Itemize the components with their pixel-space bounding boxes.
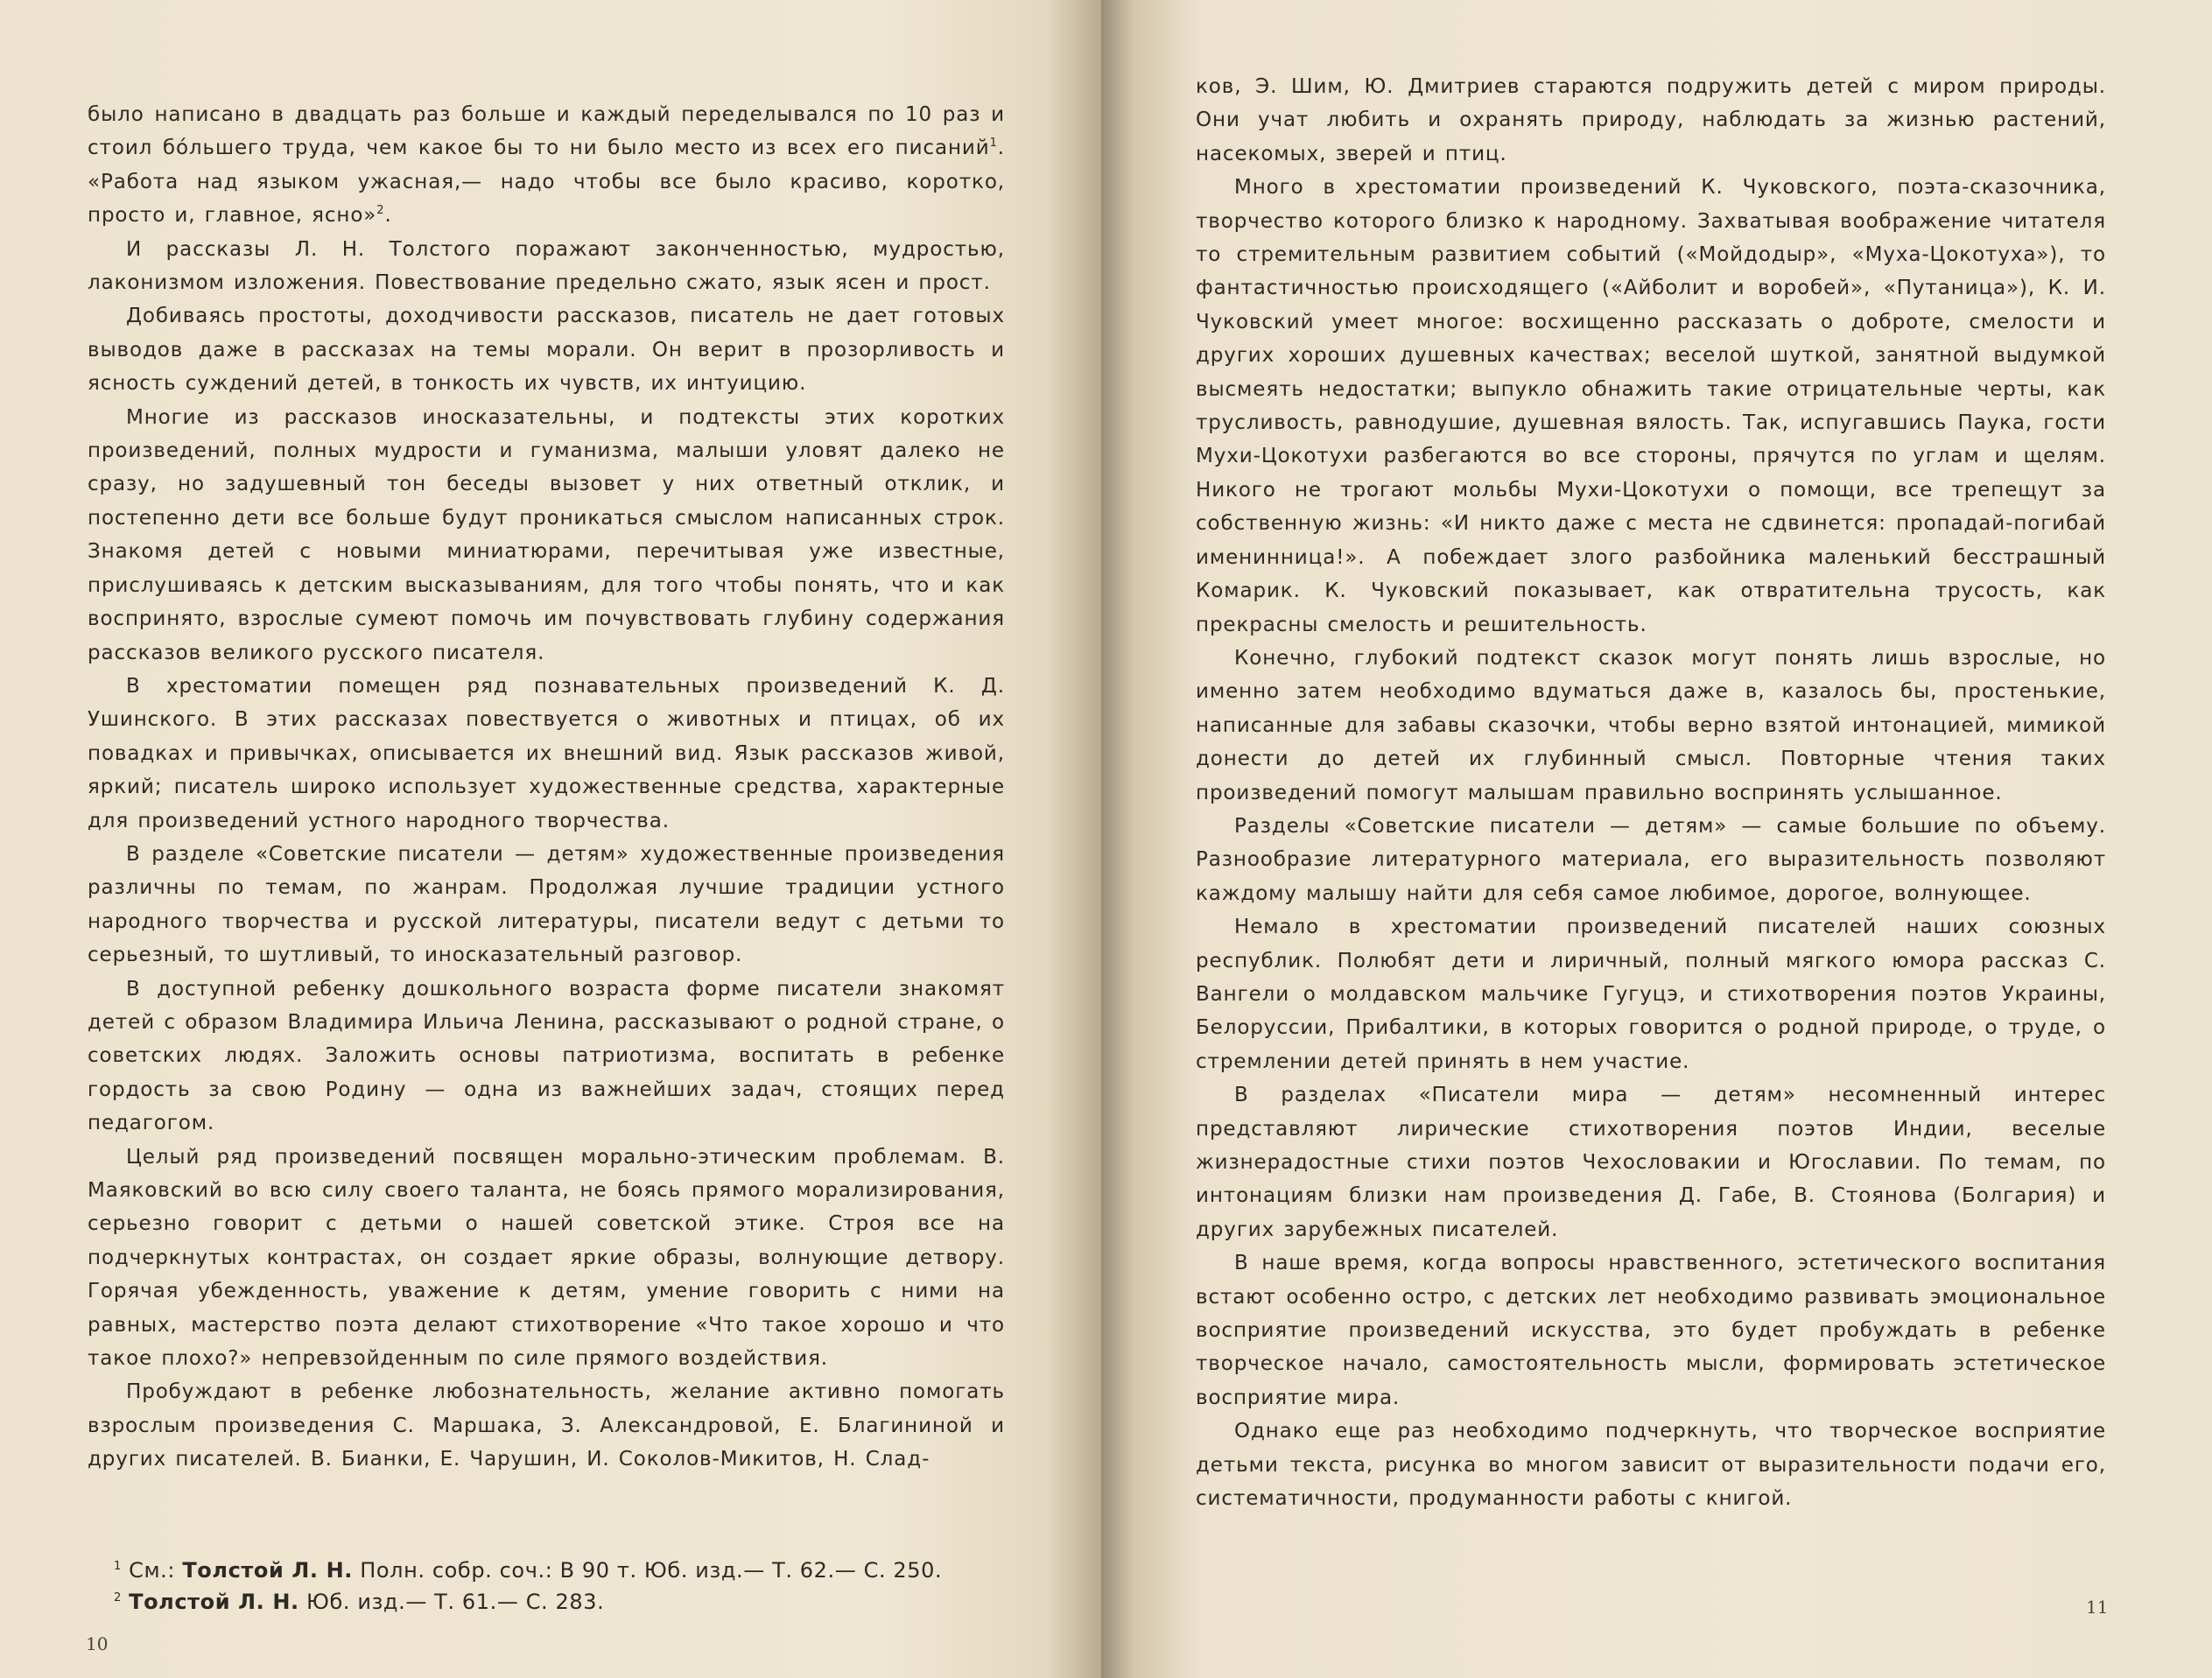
paragraph: Многие из рассказов иносказательны, и подтексты этих коротких произведений, полных мудрости и гуманизма, малыши уловят далеко не сразу, но задушевный тон беседы вызовет у них ответный отклик, и постепенно дети все больше будут проникаться смыслом написанных строк. Знакомя детей с новыми миниатюрами, перечитывая уже известные, прислушиваясь к детским высказываниям, для того чтобы понять, что и как воспринято, взрослые сумеют помочь им почувствовать глубину содержания рассказов великого русского писателя. [88,405,1005,664]
paragraph: В разделах «Писатели мира — детям» несомненный интерес представляют лирические стихотворения поэтов Индии, веселые жизнерадостные стихи поэтов Чехословакии и Югославии. По темам, по интонациям близки нам произведения Д. Габе, В. Стоянова (Болгария) и других зарубежных писателей. [1196,1084,2106,1241]
paragraph: В разделе «Советские писатели — детям» художественные произведения различны по темам, по жанрам. Продолжая лучшие традиции устного народного творчества и русской литературы, писатели ведут с детьми то серьезный, то шутливый, то иносказательный разговор. [88,842,1005,967]
footnote-ref: 1 [989,137,998,151]
footnote: $^1$ См.: Толстой Л. Н. Полн. собр. соч.: В 90 т. Юб. изд.— Т. 62.— С. 250. [114,1558,943,1583]
right-page [1101,0,2212,1678]
page-number: 11 [2086,1597,2109,1618]
paragraph: В наше время, когда вопросы нравственного, эстетического воспитания встают особенно остро, с детских лет необходимо развивать эмоциональное восприятие произведений искусства, это будет пробуждать в ребенке творческое начало, самостоятельность мысли, формировать эстетическое восприятие мира. [1196,1252,2106,1409]
paragraph: В хрестоматии помещен ряд познавательных произведений К. Д. Ушинского. В этих рассказах повествуется о животных и птицах, об их повадках и привычках, описывается их внешний вид. Язык рассказов живой, яркий; писатель широко использует художественные средства, характерные для произведений устного народного творчества. [88,674,1005,832]
paragraph: Пробуждают в ребенке любознательность, желание активно помогать взрослым произведения С. Маршака, З. Александровой, Е. Благининой и других писателей. В. Бианки, Е. Чарушин, И. Соколов-Микитов, Н. Слад- [88,1380,1005,1471]
footnotes [114,1555,998,1618]
paragraph: Однако еще раз необходимо подчеркнуть, что творческое восприятие детьми текста, рисунка во многом зависит от выразительности подачи его, систематичности, продуманности работы с книгой. [1196,1420,2106,1511]
paragraph: Много в хрестоматии произведений К. Чуковского, поэта-сказочника, творчество которого близко к народному. Захватывая воображение читателя то стремительным развитием событий («Мойдодыр», «Муха-Цокотуха»), то фантастичностью происходящего («Айболит и воробей», «Путаница»), К. И. Чуковский умеет многое: восхищенно рассказать о доброте, смелости и других хороших душевных качествах; веселой шуткой, занятной выдумкой высмеять недостатки; выпукло обнажить такие отрицательные черты, как трусливость, равнодушие, душевная вялость. Так, испугавшись Паука, гости Мухи-Цокотухи разбегаются во все стороны, прячутся по углам и щелям. Никого не трогают мольбы Мухи-Цокотухи о помощи, все трепещут за собственную жизнь: «И никто даже с места не сдвинется: пропадай-погибай именинница!». А побеждает злого разбойника маленький бесстрашный Комарик. К. Чуковский показывает, как отвратительна трусость, как прекрасны смелость и решительность. [1196,176,2106,636]
paragraph: В доступной ребенку дошкольного возраста форме писатели знакомят детей с образом Владимира Ильича Ленина, рассказывают о родной стране, о советских людях. Заложить основы патриотизма, воспитать в ребенке гордость за свою Родину — одна из важнейших задач, стоящих перед педагогом. [88,977,1005,1135]
paragraph: Разделы «Советские писатели — детям» — самые большие по объему. Разнообразие литературного материала, его выразительность позволяют каждому малышу найти для себя самое любимое, дорогое, волнующее. [1196,814,2106,905]
left-page [0,0,1101,1678]
paragraph: Добиваясь простоты, доходчивости рассказов, писатель не дает готовых выводов даже в рассказах на темы морали. Он верит в прозорливость и ясность суждений детей, в тонкость их чувств, их интуицию. [88,305,1005,396]
footnote-ref: 2 [376,204,385,218]
paragraph: Целый ряд произведений посвящен морально-этическим проблемам. В. Маяковский во всю силу своего таланта, не боясь прямого морализирования, серьезно говорит с детьми о нашей советской этике. Строя все на подчеркнутых контрастах, он создает яркие образы, волнующие детвору. Горячая убежденность, уважение к детям, умение говорить с ними на равных, мастерство поэта делают стихотворение «Что такое хорошо и что такое плохо?» непревзойденным по силе прямого воздействия. [88,1145,1005,1371]
paragraph: ков, Э. Шим, Ю. Дмитриев стараются подружить детей с миром природы. Они учат любить и охранять природу, наблюдать за жизнью растений, насекомых, зверей и птиц. [1196,75,2106,165]
paragraph: Немало в хрестоматии произведений писателей наших союзных республик. Полюбят дети и лиричный, полный мягкого юмора рассказ С. Вангели о молдавском мальчике Гугуцэ, и стихотворения поэтов Украины, Белоруссии, Прибалтики, в которых говорится о родной природе, о труде, о стремлении детей принять в нем участие. [1196,916,2106,1073]
left-page-text [88,98,1005,1477]
footnote: $^2$ Толстой Л. Н. Юб. изд.— Т. 61.— С. 283. [114,1590,605,1614]
right-page-text [1196,70,2106,1515]
paragraph: Конечно, глубокий подтекст сказок могут понять лишь взрослые, но именно затем необходимо вдуматься даже в, казалось бы, простенькие, написанные для забавы сказочки, чтобы верно взятой интонацией, мимикой донести до детей их глубинный смысл. Повторные чтения таких произведений помогут малышам правильно воспринять услышанное. [1196,646,2106,804]
page-number: 10 [86,1633,109,1654]
paragraph: И рассказы Л. Н. Толстого поражают законченностью, мудростью, лаконизмом изложения. Повествование предельно сжато, язык ясен и прост. [88,237,1005,295]
paragraph: было написано в двадцать раз больше и каждый переделывался по 10 раз и стоил бо́льшего труда, чем какое бы то ни было место из всех его писаний$^1$. «Работа над языком ужасная,— надо чтобы все было красиво, коротко, просто и, главное, ясно»$^2$. [88,103,1005,228]
